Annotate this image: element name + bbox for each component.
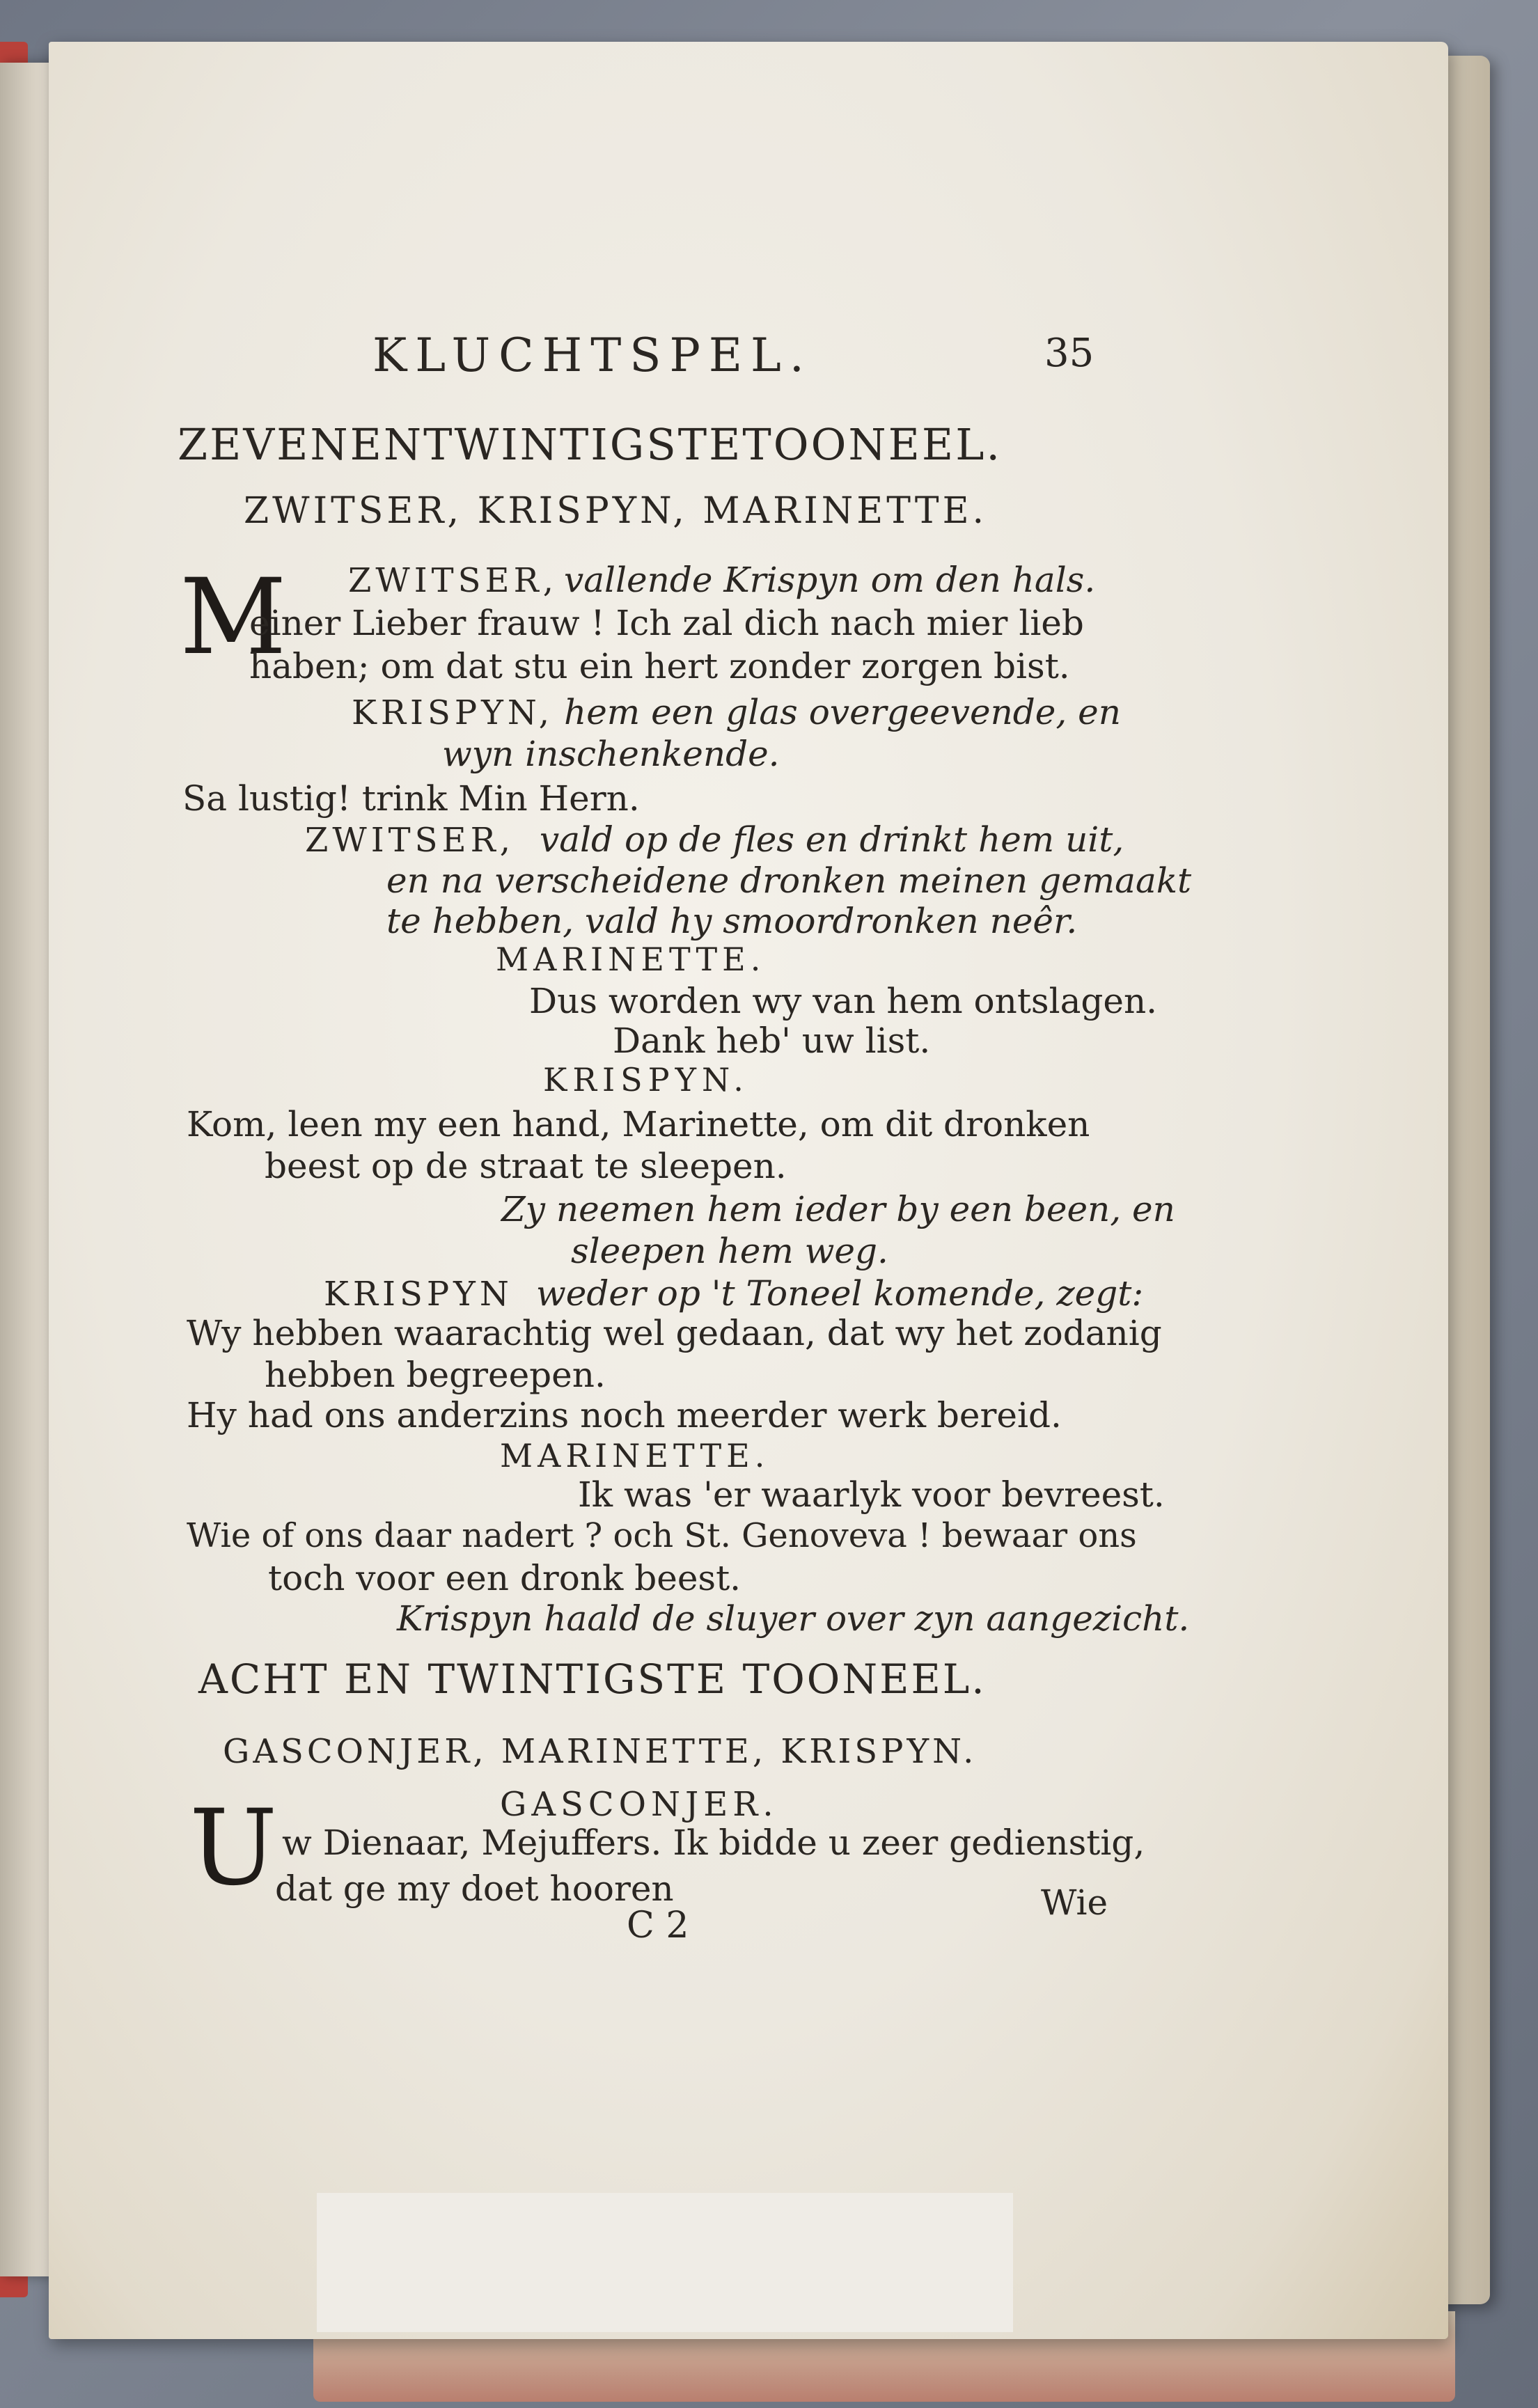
stage-direction: hem een glas overgeevende, en xyxy=(564,692,1121,732)
speech-line: Hy had ons anderzins noch meerder werk bereid. xyxy=(187,1395,1062,1435)
speech-line: toch voor een dronk beest. xyxy=(268,1558,741,1598)
drop-cap: M xyxy=(180,557,287,678)
speech-line: hebben begreepen. xyxy=(265,1355,606,1395)
speech-line: beest op de straat te sleepen. xyxy=(265,1146,787,1186)
paper-patch xyxy=(317,2193,1013,2332)
speech-line: Kom, leen my een hand, Marinette, om dit dronken xyxy=(187,1104,1090,1144)
speech-line: w Dienaar, Mejuffers. Ik bidde u zeer gedienstig, xyxy=(282,1823,1145,1863)
stage-direction: vallende Krispyn om den hals. xyxy=(564,560,1096,600)
speaker-name: GASCONJER. xyxy=(500,1785,778,1824)
stage-direction: vald op de fles en drinkt hem uit, xyxy=(540,819,1124,860)
stage-direction: Zy neemen hem ieder by een been, en xyxy=(501,1189,1175,1229)
character-list: ZWITSER, KRISPYN, MARINETTE. xyxy=(244,490,988,532)
drop-cap: U xyxy=(189,1788,278,1909)
stage-direction: weder op 't Toneel komende, zegt: xyxy=(536,1273,1144,1314)
stage-direction-speaker: KRISPYN, xyxy=(352,693,554,732)
stage-direction-speaker: ZWITSER, xyxy=(305,821,515,860)
stage-direction-speaker: ZWITSER, xyxy=(348,561,558,600)
scene-heading: ZEVENENTWINTIGSTETOONEEL. xyxy=(178,419,1003,470)
speech-line: Dank heb' uw list. xyxy=(613,1021,931,1061)
speech-line: dat ge my doet hooren xyxy=(275,1868,674,1909)
speaker-name: MARINETTE. xyxy=(500,1437,770,1474)
speech-line: Dus worden wy van hem ontslagen. xyxy=(529,981,1158,1021)
speech-line: haben; om dat stu ein hert zonder zorgen bist. xyxy=(249,646,1070,686)
page-number: 35 xyxy=(1044,331,1094,376)
scene-heading: ACHT EN TWINTIGSTE TOONEEL. xyxy=(198,1655,987,1703)
stage-direction: en na verscheidene dronken meinen gemaakt xyxy=(386,860,1192,901)
speech-line: Sa lustig! trink Min Hern. xyxy=(182,778,640,819)
stage-direction: te hebben, vald hy smoordronken neêr. xyxy=(386,901,1078,941)
signature-mark: C 2 xyxy=(627,1905,689,1946)
character-list: GASCONJER, MARINETTE, KRISPYN. xyxy=(223,1732,978,1771)
catchword: Wie xyxy=(1041,1882,1108,1923)
speaker-name: MARINETTE. xyxy=(496,941,766,978)
stage-direction: sleepen hem weg. xyxy=(571,1231,888,1271)
stage-direction: wyn inschenkende. xyxy=(442,734,780,774)
stage-direction: Krispyn haald de sluyer over zyn aangezicht. xyxy=(397,1598,1190,1639)
speech-line: Wy hebben waarachtig wel gedaan, dat wy het zodanig xyxy=(187,1313,1162,1353)
speech-line: einer Lieber frauw ! Ich zal dich nach mier lieb xyxy=(249,603,1084,643)
running-title: KLUCHTSPEL. xyxy=(372,329,813,382)
speech-line: Wie of ons daar nadert ? och St. Genoveva ! bewaar ons xyxy=(187,1516,1137,1555)
speech-line: Ik was 'er waarlyk voor bevreest. xyxy=(578,1474,1165,1515)
speaker-name: KRISPYN. xyxy=(543,1061,749,1099)
stage-direction-speaker: KRISPYN xyxy=(324,1275,513,1314)
